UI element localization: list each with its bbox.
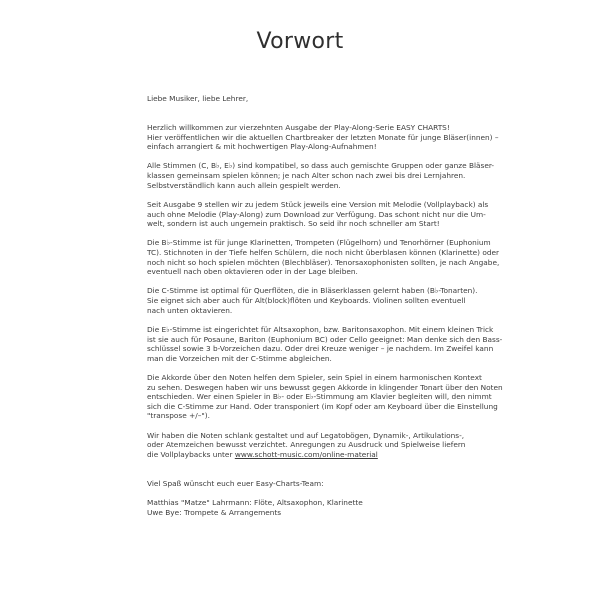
paragraph-chords: Die Akkorde über den Noten helfen dem Spieler, sein Spiel in einem harmonischen Kontext zu sehen. Deswegen haben wir uns bewusst gegen Akkorde in klingender Tonart über den Noten entschieden. Wer einen Spieler in B♭- oder E♭-Stimmung am Klavier begleiten will, den nimmt sich die C-Stimme zur Hand. Oder transponiert (im Kopf oder am Keyboard über die Einstellung "transpose +/–"). <box>147 372 503 421</box>
body-text <box>147 94 507 517</box>
paragraph-bb-voice: Die B♭-Stimme ist für junge Klarinetten, Trompeten (Flügelhorn) und Tenorhörner (Euphonium TC). Stichnoten in der Tiefe helfen Schülern, die noch nicht überblasen können (Klarinette) oder noch nicht so hoch spielen möchten (Blechbläser). Tenorsaxophonisten sollten, je nach Angabe, eventuell nach oben oktavieren oder in der Lage bleiben. <box>147 238 500 277</box>
paragraph-notes <box>147 431 507 460</box>
paragraph-download: Seit Ausgabe 9 stellen wir zu jedem Stück jeweils eine Version mit Melodie (Vollplayback) als auch ohne Melodie (Play-Along) zum Download zur Verfügung. Das schont nicht nur die Um- welt, sondern ist auch ungemein praktisch. So seid ihr noch schneller am Start! <box>147 199 489 229</box>
greeting: Liebe Musiker, liebe Lehrer, <box>147 94 249 103</box>
closing-line: Viel Spaß wünscht euch euer Easy-Charts-Team: <box>147 478 324 488</box>
paragraph-voices: Alle Stimmen (C, B♭, E♭) sind kompatibel, so dass auch gemischte Gruppen oder ganze Bläser- klassen gemeinsam spielen können; je nach Alter schon nach zwei bis drei Lernjahren. Selbstverständlich kann auch allein gespielt werden. <box>147 161 495 190</box>
paragraph-intro: Herzlich willkommen zur vierzehnten Ausgabe der Play-Along-Serie EASY CHARTS! Hier veröffentlichen wir die aktuellen Chartbreaker der letzten Monate für junge Bläser(innen) – einfach arrangiert & mit hochwertigen Play-Along-Aufnahmen! <box>147 122 499 152</box>
paragraph-notes-text: Wir haben die Noten schlank gestaltet und auf Legatobögen, Dynamik-, Artikulations-, oder Atemzeichen bewusst verzichtet. Anregungen zu Ausdruck und Spielweise liefern die Vollplaybacks unter <box>147 430 466 459</box>
page-title: Vorwort <box>256 29 344 54</box>
credit-line: Uwe Bye: Trompete & Arrangements <box>147 507 282 517</box>
online-material-link[interactable]: www.schott-music.com/online-material <box>234 449 378 459</box>
paragraph-eb-voice: Die E♭-Stimme ist eingerichtet für Altsaxophon, bzw. Baritonsaxophon. Mit einem kleinen Trick ist sie auch für Posaune, Bariton (Euphonium BC) oder Cello geeignet: Man denke sich den Bass- schlüssel sowie 3 b-Vorzeichen dazu. Oder drei Kreuze weniger – je nachdem. Im Zweifel kann man die Vorzeichen mit der C-Stimme abgleichen. <box>147 324 503 363</box>
credit-line: Matthias "Matze" Lahrmann: Flöte, Altsaxophon, Klarinette <box>147 498 363 508</box>
paragraph-c-voice: Die C-Stimme ist optimal für Querflöten, die in Bläserklassen gelernt haben (B♭-Tonarten). Sie eignet sich aber auch für Alt(block)flöten und Keyboards. Violinen sollten eventuell nach unten oktavieren. <box>147 286 478 315</box>
